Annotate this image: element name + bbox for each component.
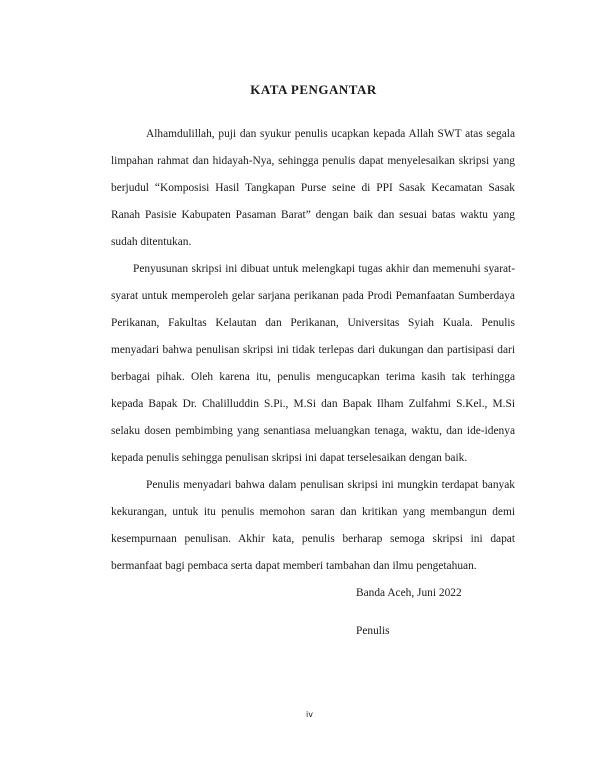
signature-place-date: Banda Aceh, Juni 2022 <box>356 587 462 599</box>
paragraph-2-line-8: kepada penulis sehingga penulisan skripsi ini dapat terselesaikan dengan baik. <box>111 452 468 464</box>
paragraph-2-line-2: syarat untuk memperoleh gelar sarjana perikanan pada Prodi Pemanfaatan Sumberdaya <box>111 290 515 302</box>
paragraph-3-line-2: kekurangan, untuk itu penulis memohon saran dan kritikan yang membangun demi <box>111 506 515 518</box>
paragraph-2-line-3: Perikanan, Fakultas Kelautan dan Perikanan, Universitas Syiah Kuala. Penulis <box>111 317 515 329</box>
paragraph-3-line-4: bermanfaat bagi pembaca serta dapat memberi tambahan dan ilmu pengetahuan. <box>111 560 477 572</box>
paragraph-1-line-5: sudah ditentukan. <box>111 236 192 248</box>
paragraph-2-line-4: menyadari bahwa penulisan skripsi ini tidak terlepas dari dukungan dan partisipasi dari <box>111 344 515 356</box>
paragraph-1-line-4: Ranah Pasisie Kabupaten Pasaman Barat” dengan baik dan sesuai batas waktu yang <box>111 209 515 221</box>
paragraph-1-line-1: Alhamdulillah, puji dan syukur penulis ucapkan kepada Allah SWT atas segala <box>146 128 515 140</box>
paragraph-2-line-1: Penyusunan skripsi ini dibuat untuk melengkapi tugas akhir dan memenuhi syarat- <box>133 263 515 275</box>
paragraph-2-line-5: berbagai pihak. Oleh karena itu, penulis mengucapkan terima kasih tak terhingga <box>111 371 515 383</box>
paragraph-3-line-3: kesempurnaan penulisan. Akhir kata, penulis berharap semoga skripsi ini dapat <box>111 533 515 545</box>
paragraph-2-line-7: selaku dosen pembimbing yang senantiasa meluangkan tenaga, waktu, dan ide-idenya <box>111 425 515 437</box>
paragraph-2-line-6: kepada Bapak Dr. Chalilluddin S.Pi., M.Si dan Bapak Ilham Zulfahmi S.Kel., M.Si <box>111 398 515 410</box>
page-title: KATA PENGANTAR <box>250 82 377 97</box>
paragraph-1-line-3: berjudul “Komposisi Hasil Tangkapan Purse seine di PPI Sasak Kecamatan Sasak <box>111 182 515 194</box>
signature-author: Penulis <box>356 625 390 637</box>
paragraph-1-line-2: limpahan rahmat dan hidayah-Nya, sehingga penulis dapat menyelesaikan skripsi yang <box>111 155 515 167</box>
page-number: iv <box>306 710 313 719</box>
paragraph-3-line-1: Penulis menyadari bahwa dalam penulisan skripsi ini mungkin terdapat banyak <box>146 479 515 491</box>
